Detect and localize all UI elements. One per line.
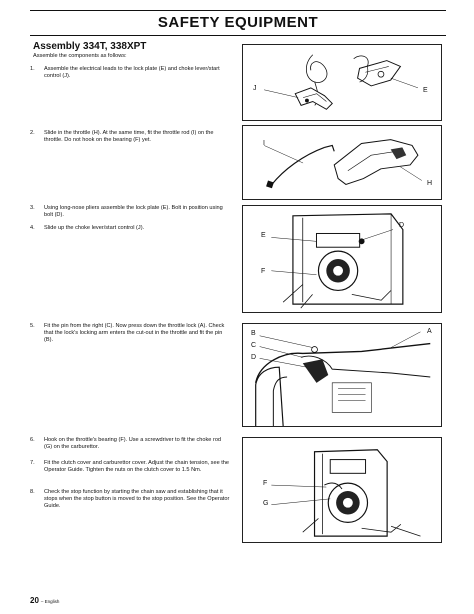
lock-plate-bolt-illustration [243, 206, 441, 312]
callout-h: H [427, 180, 433, 187]
callout-f: F [261, 268, 266, 275]
bearing-choke-rod-illustration [243, 438, 441, 542]
figure-throttle-rod [242, 125, 442, 200]
intro-text: Assemble the components as follows: [33, 53, 127, 59]
lock-plate-illustration [243, 45, 441, 120]
figure-throttle-lock [242, 323, 442, 427]
page-number: 20 [30, 596, 39, 605]
step-8 [30, 489, 230, 510]
step-text: Hook on the throttle's bearing (F). Use a screwdriver to fit the choke rod (G) on the carburettor. [44, 437, 222, 450]
callout-e: E [261, 232, 266, 239]
callout-d: D [251, 354, 257, 361]
callout-b: B [251, 330, 256, 337]
page-footer [30, 596, 59, 605]
step-3 [30, 205, 230, 219]
step-6 [30, 437, 230, 451]
callout-f: F [263, 480, 268, 487]
step-number: 4. [30, 225, 35, 231]
step-text: Fit the clutch cover and carburettor cover. Adjust the chain tension, see the Operator Guide. Tighten the nuts on the clutch cover to 1.5 Nm. [44, 460, 230, 473]
step-text: Fit the pin from the right (C). Now press down the throttle lock (A). Check that the lock's locking arm enters the cut-out in the throttle and fit the pin (B). [44, 323, 225, 343]
callout-d: D [399, 222, 405, 229]
step-number: 8. [30, 489, 35, 495]
callout-i: I [263, 140, 265, 147]
callout-e: E [423, 87, 428, 94]
figure-lock-plate-bolt [242, 205, 442, 313]
step-1 [30, 66, 230, 80]
section-title: Assembly 334T, 338XPT [33, 41, 147, 52]
callout-j: J [253, 85, 257, 92]
step-text: Slide up the choke lever/start control (J). [44, 225, 145, 231]
step-number: 5. [30, 323, 35, 329]
step-7 [30, 460, 230, 474]
step-text: Slide in the throttle (H). At the same time, fit the throttle rod (I) on the throttle. Do not hook on the bearing (F) yet. [44, 130, 214, 143]
step-number: 1. [30, 66, 35, 72]
step-text: Check the stop function by starting the chain saw and establishing that it stops when the stop button is moved to the stop position. See the Operator Guide. [44, 489, 230, 509]
step-2 [30, 130, 230, 144]
page-title: SAFETY EQUIPMENT [157, 14, 319, 31]
step-text: Assemble the electrical leads to the lock plate (E) and choke lever/start control (J). [44, 66, 220, 79]
figure-lock-plate-leads [242, 44, 442, 121]
throttle-illustration [243, 126, 441, 199]
callout-a: A [427, 328, 432, 335]
step-4 [30, 225, 230, 232]
throttle-lock-illustration [243, 324, 441, 426]
callout-g: G [263, 500, 269, 507]
step-5 [30, 323, 230, 344]
step-text: Using long-nose pliers assemble the lock plate (E). Bolt in position using bolt (D). [44, 205, 223, 218]
figure-bearing-choke-rod [242, 437, 442, 543]
step-number: 6. [30, 437, 35, 443]
step-number: 7. [30, 460, 35, 466]
step-number: 3. [30, 205, 35, 211]
callout-c: C [251, 342, 257, 349]
footer-language: – English [40, 599, 60, 604]
step-number: 2. [30, 130, 35, 136]
